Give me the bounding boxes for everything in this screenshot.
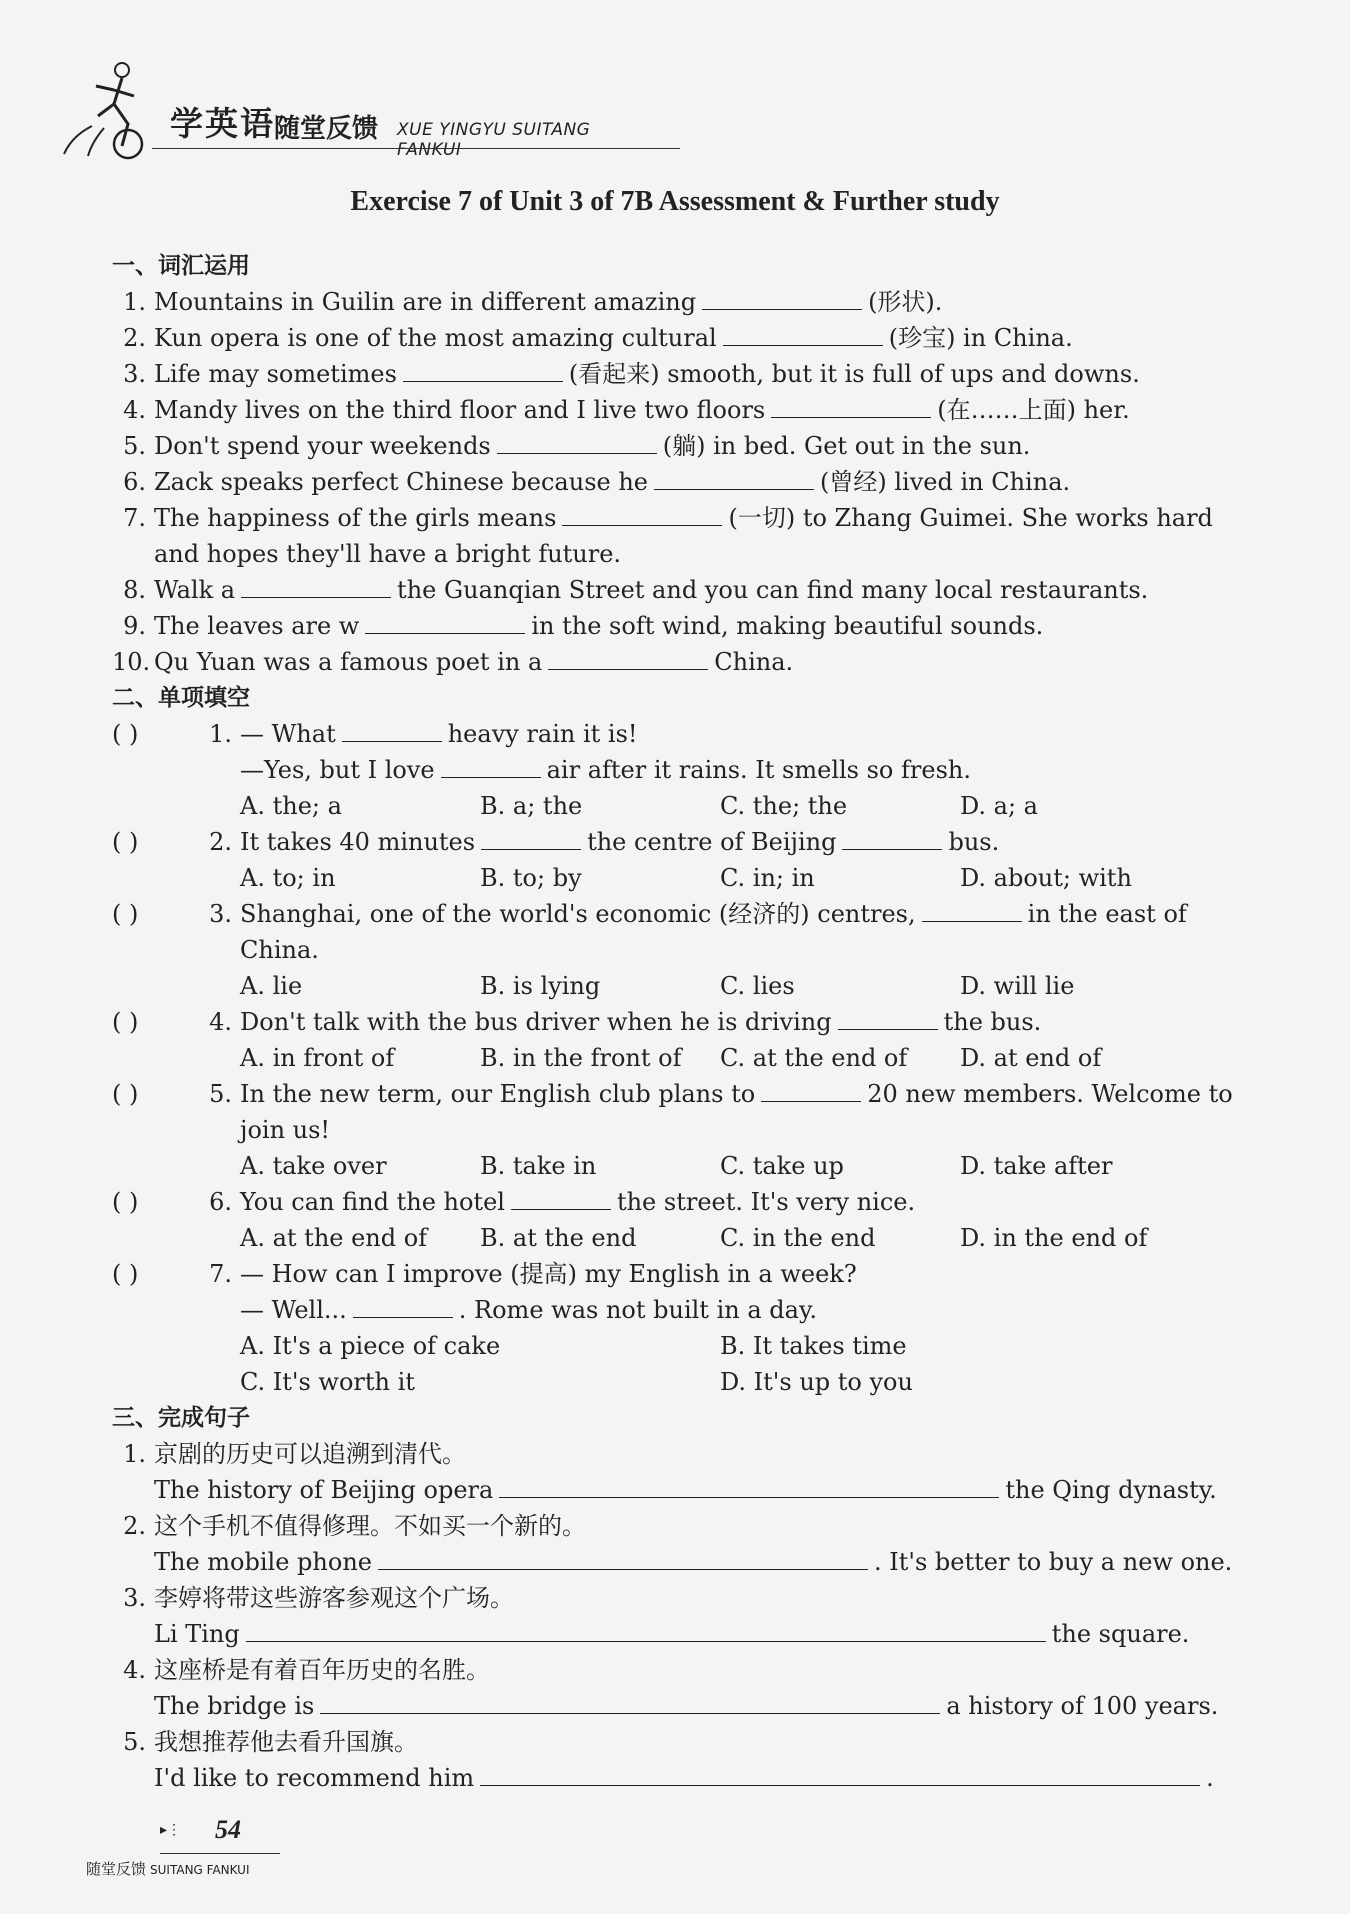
question: 5. In the new term, our English club plans to 20 new members. Welcome to: [209, 1080, 1233, 1108]
question: 4. Don't talk with the bus driver when he is driving the bus.: [209, 1008, 1042, 1036]
sentence-line: I'd like to recommend him .: [154, 1764, 1214, 1792]
question-line: join us!: [240, 1116, 331, 1144]
question-line: —Yes, but I love air after it rains. It smells so fresh.: [240, 756, 971, 784]
list-item: 5. 我想推荐他去看升国旗。: [123, 1728, 418, 1756]
answer-bracket[interactable]: ( ): [112, 720, 139, 748]
answer-blank[interactable]: [480, 1763, 1200, 1786]
list-item: 1. Mountains in Guilin are in different amazing (形状).: [123, 288, 943, 316]
arrow-icon: ▸⋮: [160, 1822, 182, 1838]
question: 3. Shanghai, one of the world's economic (经济的) centres, in the east of: [209, 900, 1187, 928]
list-item: 4. Mandy lives on the third floor and I live two floors (在……上面) her.: [123, 396, 1130, 424]
section-heading-sentence-completion: 三、完成句子: [112, 1405, 250, 1431]
question: 2. It takes 40 minutes the centre of Beijing bus.: [209, 828, 1000, 856]
answer-blank[interactable]: [842, 827, 942, 850]
logo-subtitle: 随堂反馈: [274, 114, 379, 144]
answer-blank[interactable]: [511, 1187, 611, 1210]
option-d[interactable]: D. will lie: [960, 972, 1075, 1000]
list-item-continuation: and hopes they'll have a bright future.: [154, 540, 622, 568]
answer-bracket[interactable]: ( ): [112, 828, 139, 856]
logo-title: 学英语: [170, 104, 275, 143]
list-item: 3. 李婷将带这些游客参观这个广场。: [123, 1584, 514, 1612]
list-item: 1. 京剧的历史可以追溯到清代。: [123, 1440, 466, 1468]
logo-divider: [152, 148, 680, 149]
answer-bracket[interactable]: ( ): [112, 1188, 139, 1216]
answer-blank[interactable]: [654, 467, 814, 490]
option-d[interactable]: D. in the end of: [960, 1224, 1148, 1252]
sentence-line: Li Ting the square.: [154, 1620, 1190, 1648]
answer-blank[interactable]: [378, 1547, 868, 1570]
list-item: 2. 这个手机不值得修理。不如买一个新的。: [123, 1512, 586, 1540]
answer-blank[interactable]: [922, 899, 1022, 922]
list-item: 3. Life may sometimes (看起来) smooth, but it is full of ups and downs.: [123, 360, 1140, 388]
runner-logo-icon: [52, 56, 162, 160]
answer-blank[interactable]: [246, 1619, 1046, 1642]
answer-blank[interactable]: [403, 359, 563, 382]
answer-blank[interactable]: [481, 827, 581, 850]
answer-blank[interactable]: [365, 611, 525, 634]
answer-blank[interactable]: [320, 1691, 940, 1714]
option-c[interactable]: C. It's worth it: [240, 1368, 415, 1396]
option-d[interactable]: D. a; a: [960, 792, 1038, 820]
answer-bracket[interactable]: ( ): [112, 900, 139, 928]
option-b[interactable]: B. a; the: [480, 792, 583, 820]
list-item: 4. 这座桥是有着百年历史的名胜。: [123, 1656, 490, 1684]
list-item: 10. Qu Yuan was a famous poet in a China.: [112, 648, 794, 676]
option-b[interactable]: B. to; by: [480, 864, 582, 892]
option-d[interactable]: D. about; with: [960, 864, 1132, 892]
option-d[interactable]: D. It's up to you: [720, 1368, 913, 1396]
option-b[interactable]: B. It takes time: [720, 1332, 907, 1360]
option-c[interactable]: C. take up: [720, 1152, 844, 1180]
answer-blank[interactable]: [499, 1475, 999, 1498]
option-c[interactable]: C. at the end of: [720, 1044, 908, 1072]
option-a[interactable]: A. It's a piece of cake: [240, 1332, 501, 1360]
list-item: 6. Zack speaks perfect Chinese because he (曾经) lived in China.: [123, 468, 1071, 496]
option-d[interactable]: D. take after: [960, 1152, 1113, 1180]
answer-blank[interactable]: [342, 719, 442, 742]
answer-blank[interactable]: [241, 575, 391, 598]
question: 6. You can find the hotel the street. It's very nice.: [209, 1188, 916, 1216]
option-d[interactable]: D. at end of: [960, 1044, 1102, 1072]
page-number: 54: [215, 1815, 241, 1844]
list-item: 2. Kun opera is one of the most amazing cultural (珍宝) in China.: [123, 324, 1073, 352]
question-line: China.: [240, 936, 319, 964]
list-item: 9. The leaves are w in the soft wind, making beautiful sounds.: [123, 612, 1044, 640]
option-c[interactable]: C. lies: [720, 972, 795, 1000]
footer-label: 随堂反馈 SUITANG FANKUI: [86, 1860, 250, 1878]
option-a[interactable]: A. lie: [240, 972, 303, 1000]
header-logo: [52, 48, 632, 160]
option-b[interactable]: B. at the end: [480, 1224, 637, 1252]
section-heading-multiple-choice: 二、单项填空: [112, 685, 250, 711]
option-a[interactable]: A. in front of: [240, 1044, 395, 1072]
option-c[interactable]: C. the; the: [720, 792, 848, 820]
section-heading-vocabulary: 一、词汇运用: [112, 253, 250, 279]
option-a[interactable]: A. at the end of: [240, 1224, 428, 1252]
page-title: Exercise 7 of Unit 3 of 7B Assessment & Further study: [350, 186, 1000, 217]
option-a[interactable]: A. take over: [240, 1152, 387, 1180]
option-c[interactable]: C. in; in: [720, 864, 815, 892]
answer-blank[interactable]: [838, 1007, 938, 1030]
question: 1. — What heavy rain it is!: [209, 720, 638, 748]
option-a[interactable]: A. to; in: [240, 864, 336, 892]
option-a[interactable]: A. the; a: [240, 792, 342, 820]
option-b[interactable]: B. is lying: [480, 972, 601, 1000]
answer-blank[interactable]: [497, 431, 657, 454]
option-c[interactable]: C. in the end: [720, 1224, 876, 1252]
option-b[interactable]: B. in the front of: [480, 1044, 682, 1072]
answer-blank[interactable]: [353, 1295, 453, 1318]
answer-blank[interactable]: [548, 647, 708, 670]
answer-blank[interactable]: [761, 1079, 861, 1102]
sentence-line: The bridge is a history of 100 years.: [154, 1692, 1219, 1720]
sentence-line: The mobile phone . It's better to buy a new one.: [154, 1548, 1233, 1576]
list-item: 5. Don't spend your weekends (躺) in bed. Get out in the sun.: [123, 432, 1031, 460]
answer-blank[interactable]: [723, 323, 883, 346]
question-line: — Well... . Rome was not built in a day.: [240, 1296, 817, 1324]
answer-blank[interactable]: [441, 755, 541, 778]
option-b[interactable]: B. take in: [480, 1152, 597, 1180]
answer-bracket[interactable]: ( ): [112, 1008, 139, 1036]
answer-blank[interactable]: [771, 395, 931, 418]
answer-blank[interactable]: [702, 287, 862, 310]
footer-divider: [160, 1853, 280, 1854]
question: 7. — How can I improve (提高) my English in a week?: [209, 1260, 857, 1288]
answer-bracket[interactable]: ( ): [112, 1080, 139, 1108]
answer-bracket[interactable]: ( ): [112, 1260, 139, 1288]
sentence-line: The history of Beijing opera the Qing dynasty.: [154, 1476, 1217, 1504]
logo-pinyin: XUE YINGYU SUITANG FANKUI: [397, 120, 591, 160]
list-item: 8. Walk a the Guanqian Street and you can find many local restaurants.: [123, 576, 1149, 604]
list-item: 7. The happiness of the girls means (一切) to Zhang Guimei. She works hard: [123, 504, 1213, 532]
answer-blank[interactable]: [562, 503, 722, 526]
